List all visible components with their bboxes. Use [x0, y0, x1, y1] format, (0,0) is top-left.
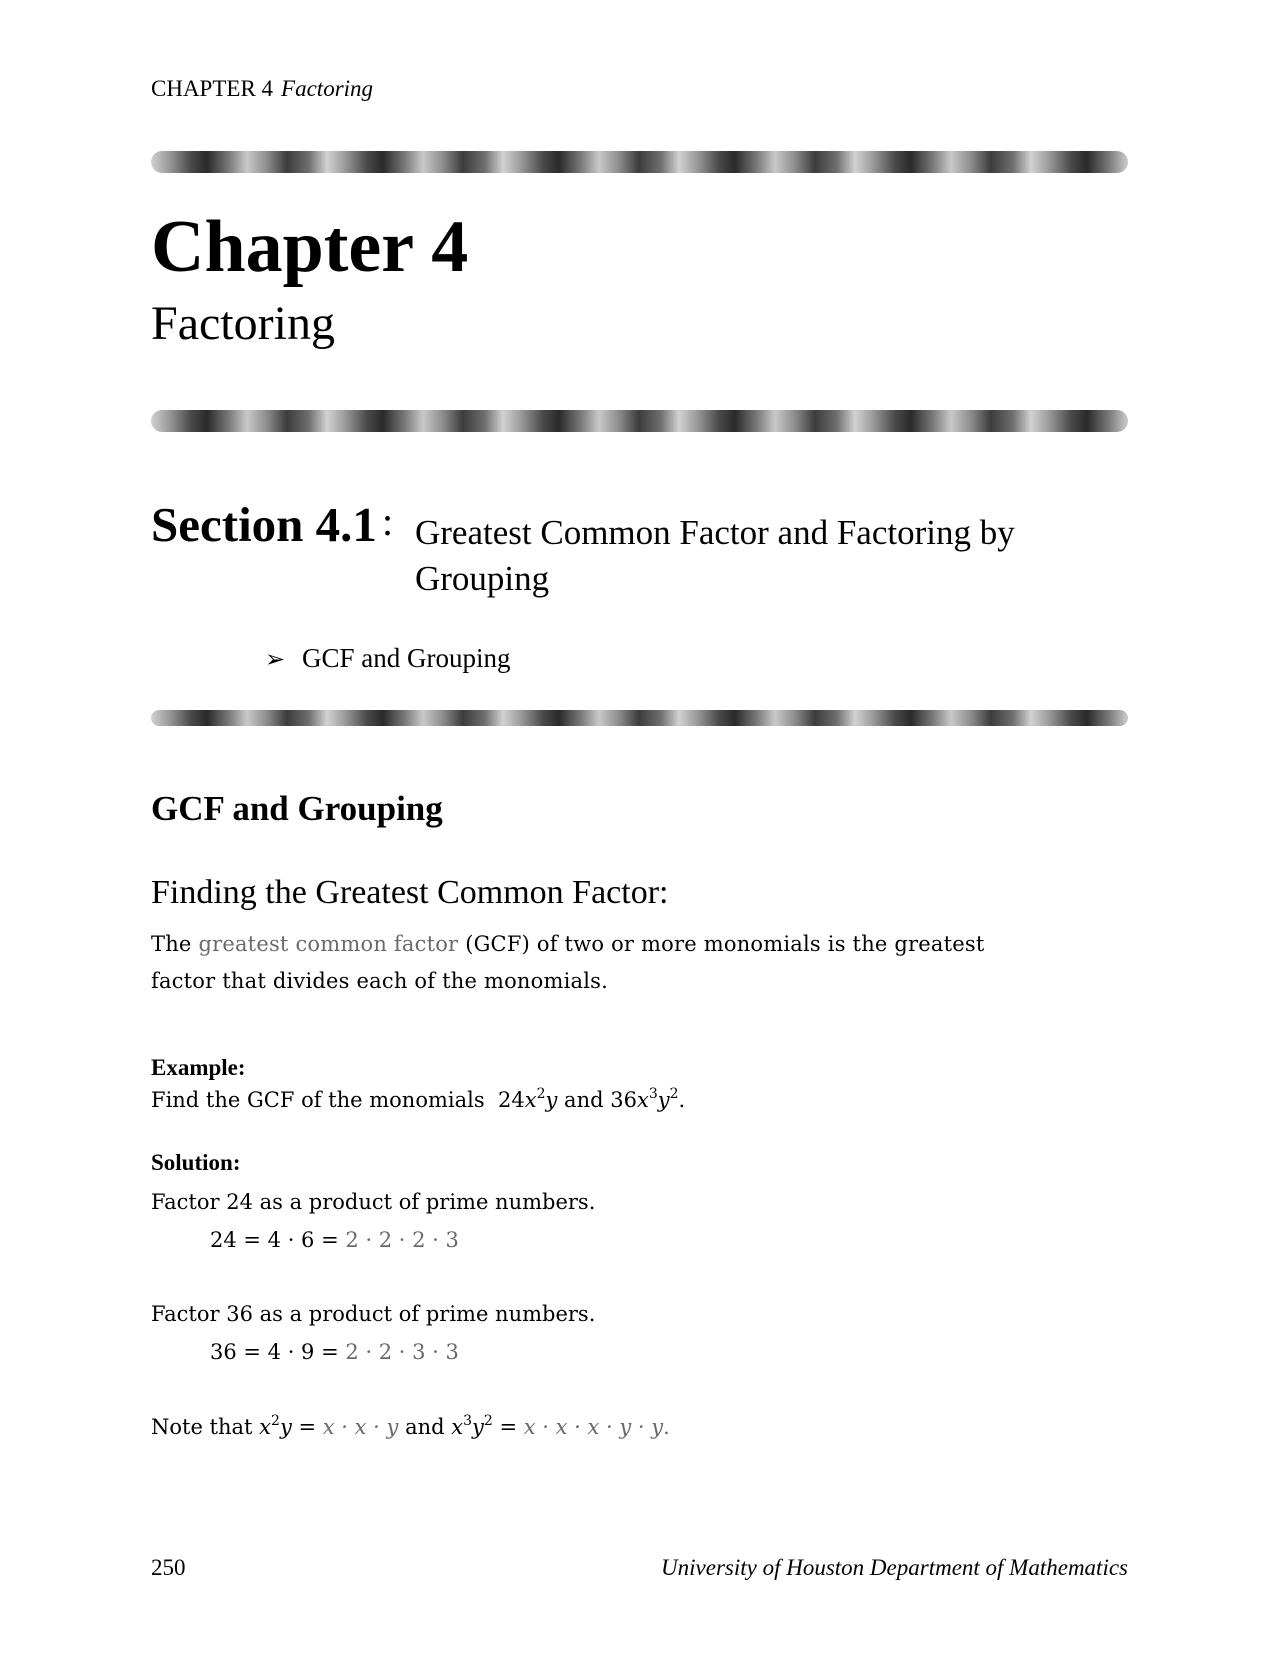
content-subheading: Finding the Greatest Common Factor: [151, 874, 669, 911]
solution-note: Note that $x^2y = x \cdot x \cdot y$ and $x^3y^2 = x \cdot x \cdot x \cdot y \cdot y$. [151, 1413, 670, 1439]
solution-step-2-text: Factor 36 as a product of prime numbers. [151, 1302, 596, 1326]
running-head [151, 76, 373, 102]
chapter-title: Chapter 4 [151, 206, 469, 288]
definition-line-2: factor that divides each of the monomials. [151, 969, 609, 993]
arrow-bullet-icon: ➢ [265, 647, 286, 673]
footer-credit: University of Houston Department of Mathematics [661, 1555, 1128, 1580]
solution-step-1-equation: 24 = 4 · 6 = 2 · 2 · 2 · 3 [210, 1228, 459, 1252]
running-head-title: Factoring [281, 76, 374, 101]
solution-step-2-equation: 36 = 4 · 9 = 2 · 2 · 3 · 3 [210, 1340, 459, 1364]
example-label: Example: [151, 1055, 246, 1080]
definition-line-1: The greatest common factor (GCF) of two or more monomials is the greatest [151, 932, 985, 956]
toc-item-label: GCF and Grouping [302, 643, 511, 673]
definition-term: greatest common factor [198, 932, 459, 956]
solution-label: Solution: [151, 1150, 241, 1175]
decorative-rule-top [151, 151, 1128, 173]
page-number: 250 [151, 1555, 186, 1580]
running-head-chapter: CHAPTER 4 [151, 76, 274, 101]
section-colon: : [382, 499, 394, 544]
section-title: Greatest Common Factor and Factoring by Grouping [415, 513, 1015, 598]
example-text: Find the GCF of the monomials $24x^2y$ and $36x^3y^2$. [151, 1086, 686, 1112]
toc-item-gcf-grouping[interactable] [265, 643, 511, 674]
section-number: Section 4.1 [151, 497, 377, 552]
solution-step-1-text: Factor 24 as a product of prime numbers. [151, 1190, 596, 1214]
decorative-rule-bottom [151, 710, 1128, 726]
chapter-subtitle: Factoring [151, 297, 335, 350]
content-heading: GCF and Grouping [151, 789, 443, 828]
decorative-rule-middle [151, 410, 1128, 432]
